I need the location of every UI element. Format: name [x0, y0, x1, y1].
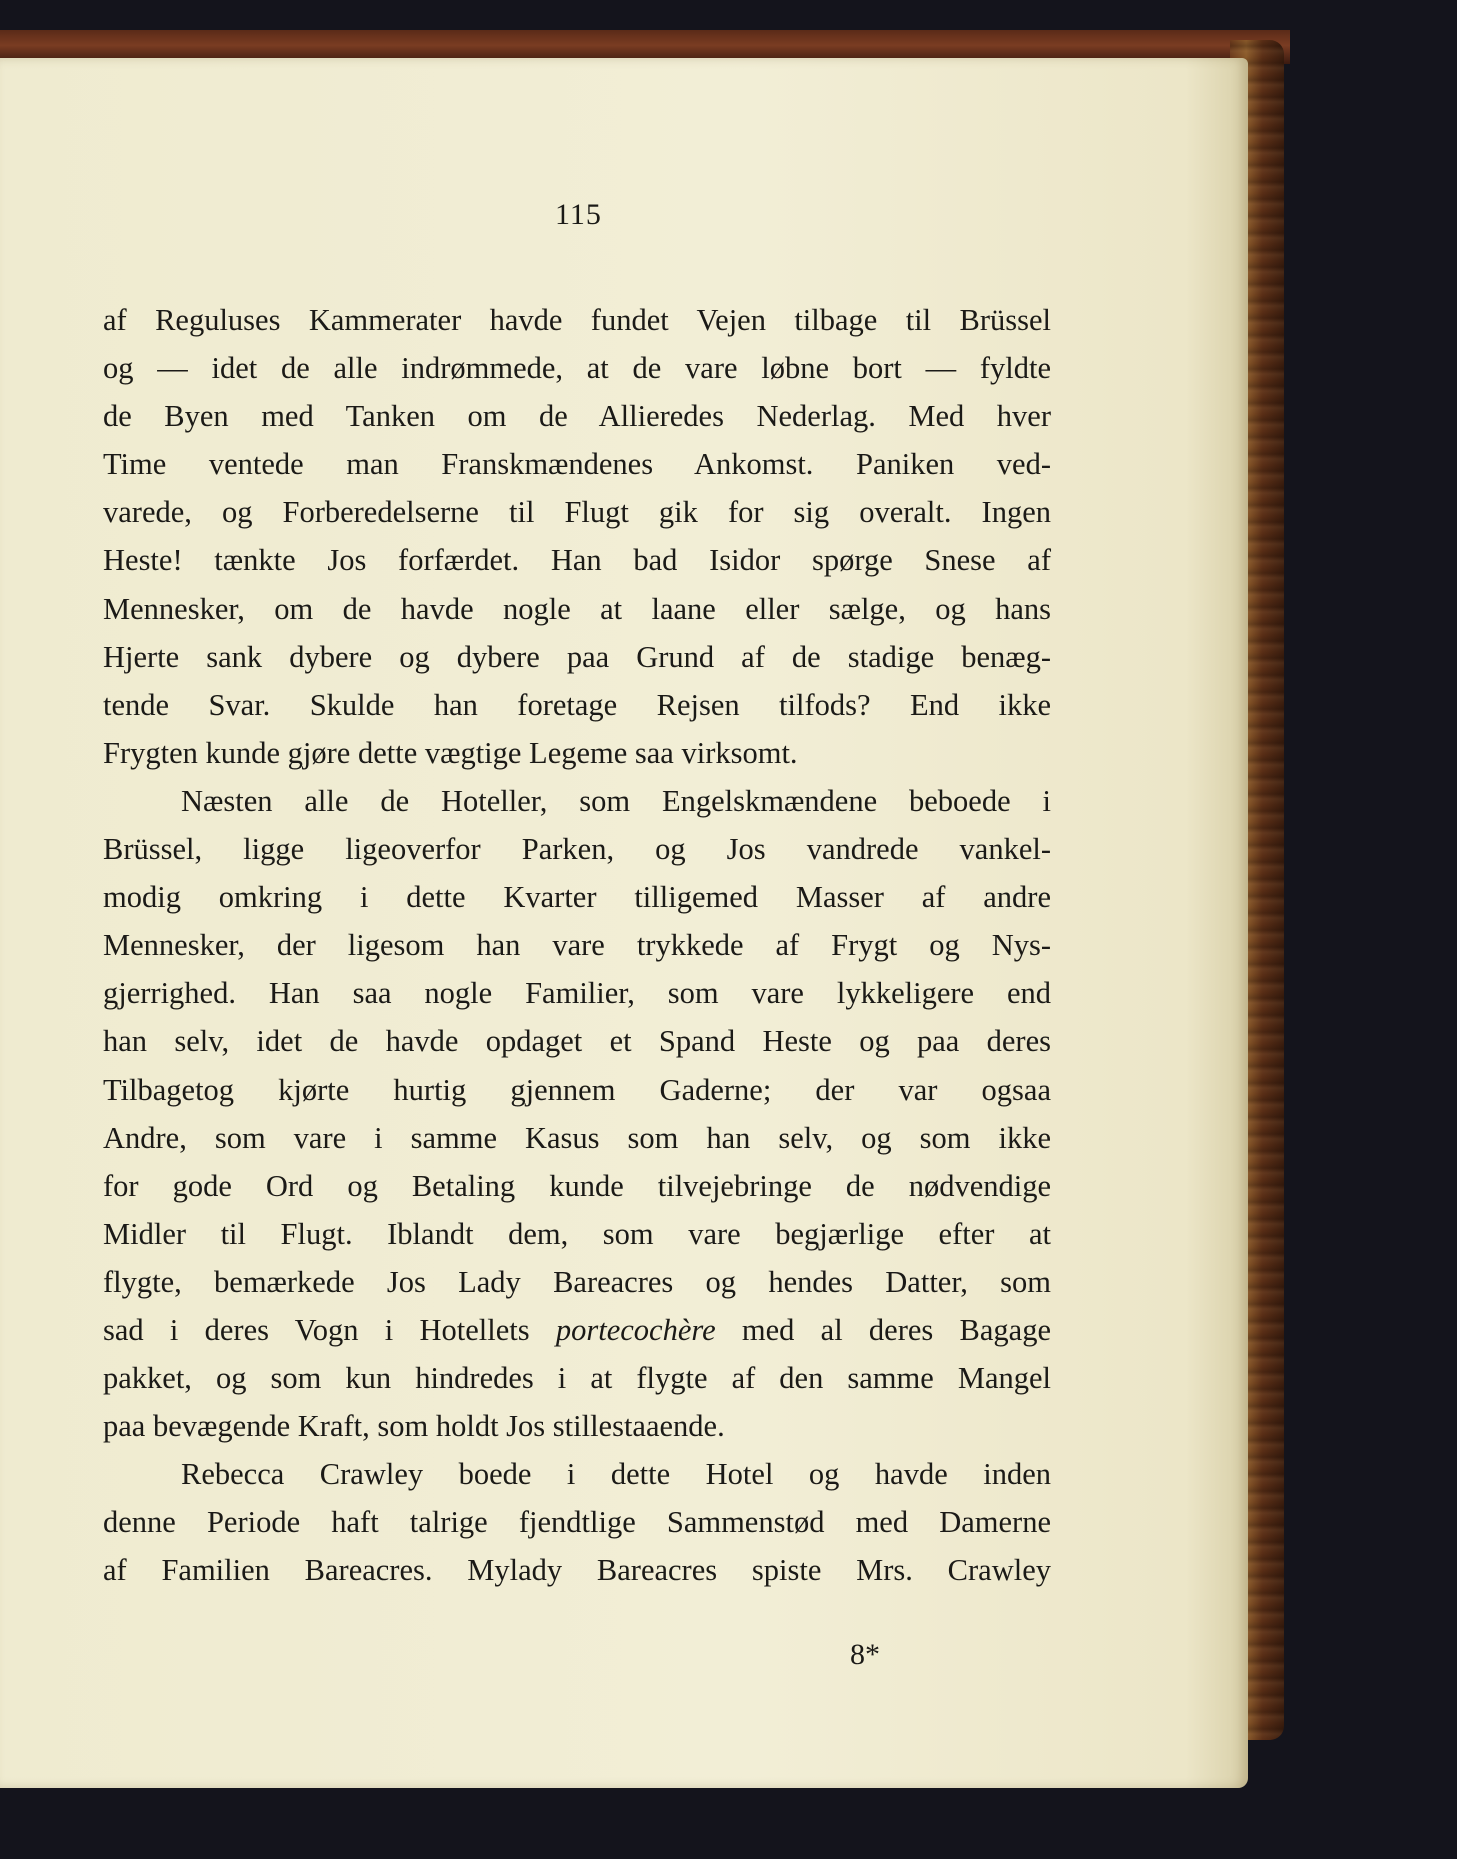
text-line: Heste! tænkte Jos forfærdet. Han bad Isidor spørge Snese af — [103, 543, 1051, 578]
text-line: Brüssel, ligge ligeoverfor Parken, og Jos vandrede vankel- — [103, 832, 1051, 867]
paragraph-start-line: Næsten alle de Hoteller, som Engelskmændene beboede i — [181, 783, 1051, 818]
text-line: tende Svar. Skulde han foretage Rejsen tilfods? End ikke — [103, 687, 1051, 722]
book-page — [0, 58, 1248, 1788]
text-line: Andre, som vare i samme Kasus som han selv, og som ikke — [103, 1120, 1051, 1155]
text-line: af Familien Bareacres. Mylady Bareacres spiste Mrs. Crawley — [103, 1553, 1051, 1588]
text-line: varede, og Forberedelserne til Flugt gik for sig overalt. Ingen — [103, 495, 1051, 530]
signature-mark: 8* — [850, 1638, 880, 1671]
text-line: Midler til Flugt. Iblandt dem, som vare begjærlige efter at — [103, 1216, 1051, 1251]
text-line: pakket, og som kun hindredes i at flygte af den samme Mangel — [103, 1361, 1051, 1396]
text-line: for gode Ord og Betaling kunde tilvejebringe de nødvendige — [103, 1168, 1051, 1203]
text-line-with-italic: sad i deres Vogn i Hotellets portecochère med al deres Bagage — [103, 1312, 1051, 1347]
page-number: 115 — [555, 198, 602, 231]
text-line: denne Periode haft talrige fjendtlige Sammenstød med Damerne — [103, 1505, 1051, 1540]
italic-term: portecochère — [555, 1312, 716, 1347]
text-line: Mennesker, der ligesom han vare trykkede af Frygt og Nys- — [103, 928, 1051, 963]
text-line: Mennesker, om de havde nogle at laane eller sælge, og hans — [103, 591, 1051, 626]
text-line: Hjerte sank dybere og dybere paa Grund af de stadige benæg- — [103, 639, 1051, 674]
text-line: Tilbagetog kjørte hurtig gjennem Gaderne; der var ogsaa — [103, 1072, 1051, 1107]
text-line: af Reguluses Kammerater havde fundet Vejen tilbage til Brüssel — [103, 303, 1051, 337]
text-line: paa bevægende Kraft, som holdt Jos stillestaaende. — [103, 1409, 725, 1444]
text-line: Time ventede man Franskmændenes Ankomst. Paniken ved- — [103, 447, 1051, 482]
text-line: gjerrighed. Han saa nogle Familier, som vare lykkeligere end — [103, 976, 1051, 1011]
paragraph-start-line: Rebecca Crawley boede i dette Hotel og havde inden — [181, 1457, 1051, 1492]
text-line: modig omkring i dette Kvarter tilligemed Masser af andre — [103, 880, 1051, 915]
text-line: flygte, bemærkede Jos Lady Bareacres og hendes Datter, som — [103, 1264, 1051, 1299]
text-line: de Byen med Tanken om de Allieredes Nederlag. Med hver — [103, 399, 1051, 434]
text-line: han selv, idet de havde opdaget et Spand Heste og paa deres — [103, 1024, 1051, 1059]
text-line: og — idet de alle indrømmede, at de vare løbne bort — fyldte — [103, 351, 1051, 386]
body-text — [103, 296, 1051, 1595]
text-line: Frygten kunde gjøre dette vægtige Legeme saa virksomt. — [103, 735, 798, 770]
